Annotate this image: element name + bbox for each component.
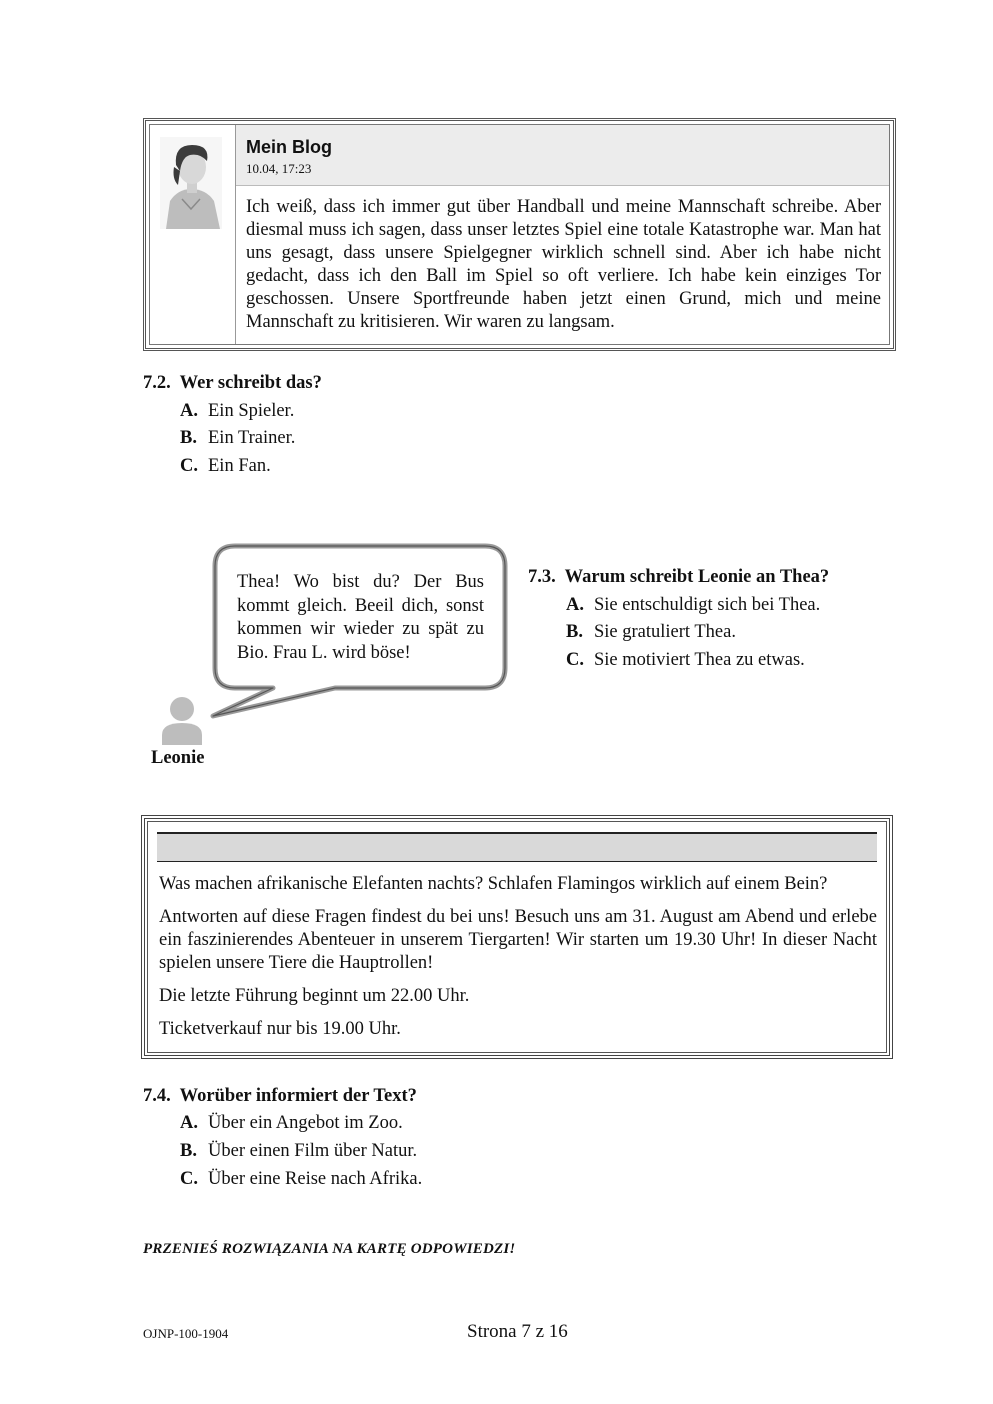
- question-number: 7.3.: [528, 567, 556, 587]
- person-icon: [160, 695, 204, 745]
- zoo-paragraph-2: Antworten auf diese Fragen findest du bei uns! Besuch uns am 31. August am Abend und erlebe ein faszinierendes Abenteuer in unserem Tiergarten! Wir starten um 19.30 Uhr! In dieser Nacht spielen unsere Tiere die Hauptrollen!: [159, 907, 877, 973]
- option-a: A. Über ein Angebot im Zoo.: [180, 1113, 403, 1133]
- question-number: 7.2.: [143, 373, 171, 393]
- blog-header: [236, 125, 889, 186]
- blog-post-box: [143, 118, 896, 351]
- exam-code: OJNP-100-1904: [143, 1326, 229, 1341]
- question-text: Worüber informiert der Text?: [179, 1086, 417, 1106]
- option-b: B. Sie gratuliert Thea.: [566, 622, 736, 642]
- blog-date: 10.04, 17:23: [246, 161, 312, 176]
- option-c: C. Ein Fan.: [180, 456, 271, 476]
- option-b: B. Über einen Film über Natur.: [180, 1141, 418, 1161]
- question-7-3: [528, 567, 829, 588]
- message-text: Thea! Wo bist du? Der Bus kommt gleich. Beeil dich, sonst kommen wir wieder zu spät zu Bio. Frau L. wird böse!: [237, 572, 484, 663]
- zoo-paragraph-3: Die letzte Führung beginnt um 22.00 Uhr.: [159, 986, 470, 1006]
- sender-name: Leonie: [151, 748, 205, 768]
- question-text: Wer schreibt das?: [179, 373, 322, 393]
- option-c: C. Über eine Reise nach Afrika.: [180, 1169, 423, 1189]
- header-bar: [157, 832, 877, 862]
- option-c: C. Sie motiviert Thea zu etwas.: [566, 650, 805, 670]
- page-number: Strona 7 z 16: [467, 1321, 568, 1342]
- blog-text: Ich weiß, dass ich immer gut über Handball und meine Mannschaft schreibe. Aber diesmal muss ich sagen, dass unser letztes Spiel eine totale Katastrophe war. Man hat uns gesagt, dass unsere Spielgegner wirklich schnell sind. Aber ich habe nicht gedacht, dass ich den Ball im Spiel so oft verliere. Ich habe kein einziges Tor geschossen. Unsere Sportfreunde haben jetzt einen Grund, mich und meine Mannschaft zu kritisieren. Wir waren zu langsam.: [246, 197, 881, 332]
- zoo-announcement-box: [141, 815, 893, 1059]
- question-text: Warum schreibt Leonie an Thea?: [564, 567, 830, 587]
- transfer-answers-note: PRZENIEŚ ROZWIĄZANIA NA KARTĘ ODPOWIEDZI!: [143, 1241, 516, 1257]
- question-7-2: [143, 373, 322, 394]
- zoo-paragraph-4: Ticketverkauf nur bis 19.00 Uhr.: [159, 1019, 401, 1039]
- question-number: 7.4.: [143, 1086, 171, 1106]
- option-a: A. Ein Spieler.: [180, 401, 295, 421]
- option-a: A. Sie entschuldigt sich bei Thea.: [566, 595, 821, 615]
- blog-author-photo: [150, 125, 236, 344]
- option-b: B. Ein Trainer.: [180, 428, 296, 448]
- blog-title: Mein Blog: [246, 137, 332, 157]
- question-7-4: [143, 1086, 417, 1107]
- zoo-paragraph-1: Was machen afrikanische Elefanten nachts? Schlafen Flamingos wirklich auf einem Bein?: [159, 874, 828, 894]
